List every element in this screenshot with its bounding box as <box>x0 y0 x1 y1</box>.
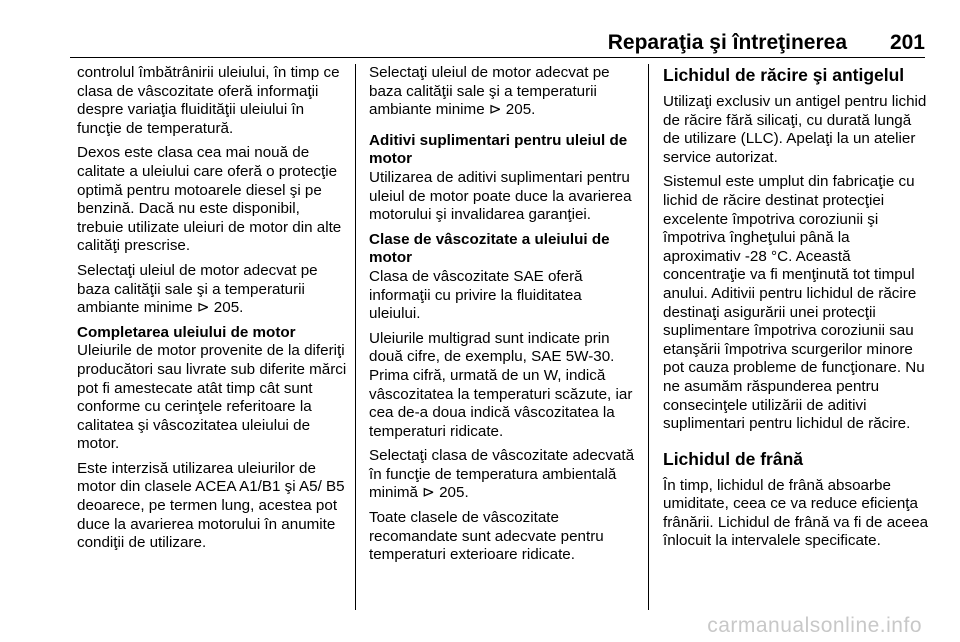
paragraph: Utilizaţi exclusiv un antigel pentru lichid de răcire fără silicaţi, cu durată lungă de utilizare (LLC). Apelaţi la un atelier service autorizat. <box>663 93 927 166</box>
column-3 <box>663 64 931 557</box>
page-header <box>70 30 925 56</box>
subheading-top-up-oil: Completarea uleiului de motor <box>77 323 296 341</box>
paragraph: Utilizarea de aditivi suplimentari pentru uleiul de motor poate duce la avarierea motorului şi invalidarea garanţiei. <box>369 168 632 224</box>
paragraph: Selectaţi uleiul de motor adecvat pe baza calităţii sale şi a temperaturii ambiante minime ⊳ 205. <box>77 261 318 317</box>
paragraph: Selectaţi uleiul de motor adecvat pe baza calităţii sale şi a temperaturii ambiante minime ⊳ 205. <box>369 64 610 119</box>
paragraph: Clasa de vâscozitate SAE oferă informaţii cu privire la fluiditatea uleiului. <box>369 267 583 323</box>
column-1 <box>77 64 347 559</box>
paragraph: Selectaţi clasa de vâscozitate adecvată în funcţie de temperatura ambientală minimă ⊳ 205. <box>369 447 635 502</box>
page-number: 201 <box>889 31 925 54</box>
paragraph: Uleiurile de motor provenite de la diferiţi producători sau livrate sub diferite mărci pot fi amestecate atât timp cât sunt conforme cu cerinţele referitoare la calitatea şi vâscozitatea uleiului de motor. <box>77 342 347 453</box>
paragraph: Toate clasele de vâscozitate recomandate sunt adecvate pentru temperaturi exterioare ridicate. <box>369 509 604 564</box>
column-divider <box>648 64 649 610</box>
paragraph: Este interzisă utilizarea uleiurilor de motor din clasele ACEA A1/B1 şi A5/ B5 deoarece, pe termen lung, acestea pot duce la avarierea motorului în anumite condiţii de utilizare. <box>77 459 345 552</box>
subheading-viscosity-grades: Clase de vâscozitate a uleiului de motor <box>369 230 610 267</box>
column-2 <box>369 64 637 571</box>
paragraph: controlul îmbătrânirii uleiului, în timp ce clasa de vâscozitate oferă informaţii despre variaţia fluidităţii uleiului în funcţie de temperatură. <box>77 64 340 137</box>
subheading-oil-additives: Aditivi suplimentari pentru uleiul de motor <box>369 131 628 168</box>
paragraph: Dexos este clasa cea mai nouă de calitate a uleiului care oferă o protecţie optimă pentru motoarele diesel şi pe benzină. Dacă nu este disponibil, trebuie utilizate uleiuri de motor din alte calităţi prescrise. <box>77 144 342 255</box>
watermark: carmanualsonline.info <box>707 614 922 637</box>
paragraph: Uleiurile multigrad sunt indicate prin două cifre, de exemplu, SAE 5W-30. Prima cifră, urmată de un W, indică vâscozitatea la temperaturi scăzute, iar cea de-a doua indică vâscozitatea la temperaturi ridicate. <box>369 329 633 440</box>
heading-coolant-antifreeze: Lichidul de răcire şi antigelul <box>663 65 905 85</box>
paragraph: În timp, lichidul de frână absoarbe umiditate, ceea ce va reduce eficienţa frânării. Lichidul de frână va fi de aceea înlocuit la intervalele specificate. <box>663 476 929 550</box>
column-divider <box>355 64 356 610</box>
section-title: Reparaţia şi întreţinerea <box>607 31 847 54</box>
paragraph: Sistemul este umplut din fabricaţie cu lichid de răcire destinat protecţiei excelente împotriva coroziunii şi împotriva îngheţului până la aproximativ -28 °C. Această concentraţie va fi menţinută tot timpul anului. Aditivii pentru lichidul de răcire destinaţi asigurării unei protecţii suplimentare împotriva coroziunii sau etanşării împotriva scurgerilor minore pot cauza probleme de funcţionare. Nu ne asumăm răspunderea pentru consecinţele utilizării de aditivi suplimentari pentru lichidul de răcire. <box>663 173 925 433</box>
header-rule <box>70 57 925 58</box>
heading-brake-fluid: Lichidul de frână <box>663 448 804 469</box>
